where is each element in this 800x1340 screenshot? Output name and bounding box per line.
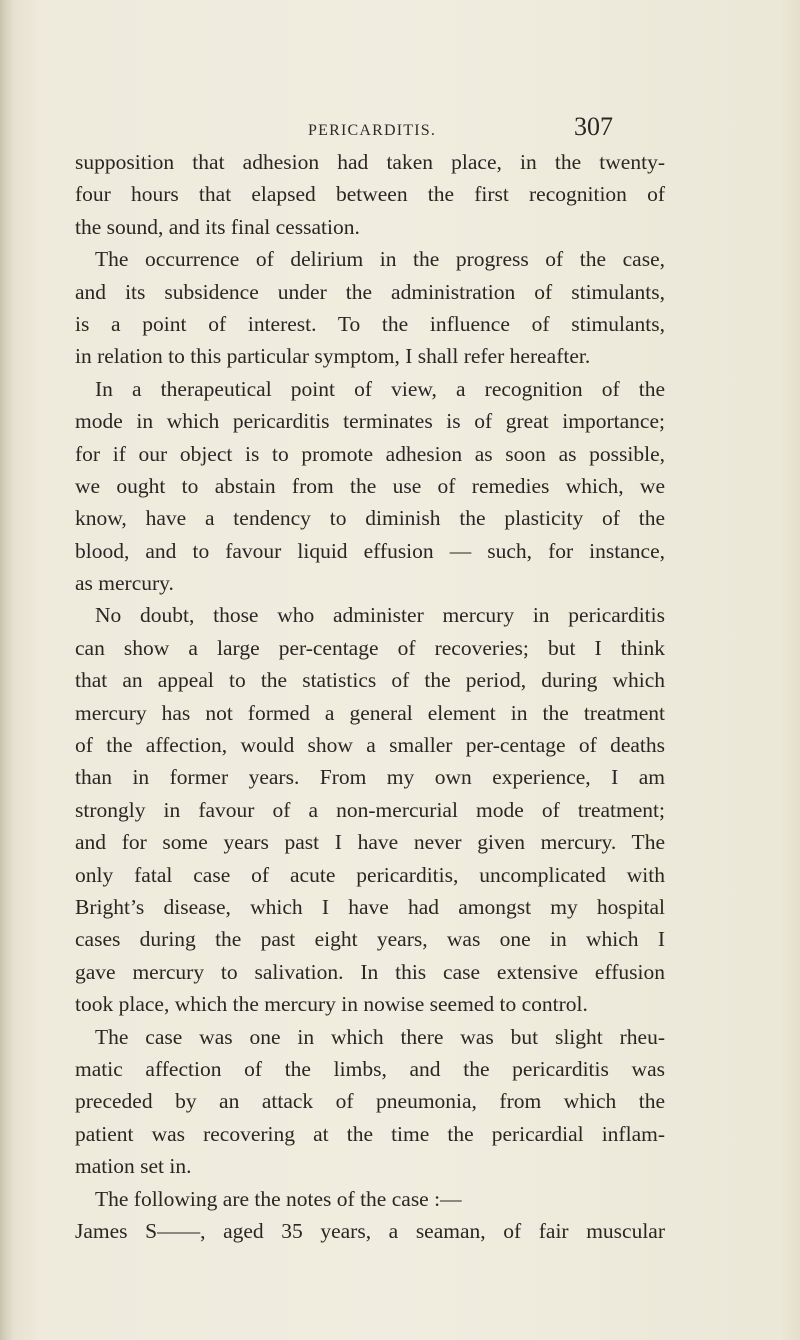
text-line: mercury has not formed a general element in the treatment <box>75 700 665 725</box>
text-line: supposition that adhesion had taken place, in the twenty- <box>75 150 665 174</box>
text-line: for if our object is to promote adhesion as soon as possible, <box>75 441 665 466</box>
text-line: The occurrence of delirium in the progress of the case, <box>95 247 665 272</box>
text-line: mation set in. <box>75 1154 192 1179</box>
text-line: that an appeal to the statistics of the period, during which <box>75 668 665 693</box>
text-line: know, have a tendency to diminish the plasticity of the <box>75 506 665 531</box>
text-line: James S——, aged 35 years, a seaman, of fair muscular <box>75 1218 665 1243</box>
body-text <box>75 146 665 1247</box>
running-head-title: PERICARDITIS. <box>308 122 437 139</box>
running-head <box>0 112 800 142</box>
text-line: and for some years past I have never given mercury. The <box>75 830 665 855</box>
text-line: as mercury. <box>75 571 174 596</box>
text-line: is a point of interest. To the influence of stimulants, <box>75 311 665 336</box>
text-line: and its subsidence under the administration of stimulants, <box>75 279 665 304</box>
text-line: can show a large per-centage of recoveries; but I think <box>75 635 665 660</box>
page-number: 307 <box>574 112 613 141</box>
page-binding-edge <box>0 0 14 1340</box>
text-line: four hours that elapsed between the first recognition of <box>75 182 665 207</box>
text-line: mode in which pericarditis terminates is of great importance; <box>75 409 665 434</box>
text-line: The case was one in which there was but slight rheu- <box>95 1024 665 1049</box>
text-line: matic affection of the limbs, and the pericarditis was <box>75 1056 665 1081</box>
text-line: than in former years. From my own experience, I am <box>75 765 665 790</box>
text-line: of the affection, would show a smaller per-centage of deaths <box>75 733 665 758</box>
text-line: The following are the notes of the case :— <box>95 1186 462 1211</box>
text-line: patient was recovering at the time the pericardial inflam- <box>75 1121 665 1146</box>
text-line: only fatal case of acute pericarditis, uncomplicated with <box>75 862 665 887</box>
text-line: In a therapeutical point of view, a recognition of the <box>95 376 665 401</box>
text-line: strongly in favour of a non-mercurial mode of treatment; <box>75 797 665 822</box>
text-line: blood, and to favour liquid effusion — such, for instance, <box>75 538 665 563</box>
text-line: the sound, and its final cessation. <box>75 214 360 239</box>
text-line: preceded by an attack of pneumonia, from which the <box>75 1089 665 1114</box>
text-line: took place, which the mercury in nowise seemed to control. <box>75 992 588 1017</box>
text-line: Bright’s disease, which I have had amongst my hospital <box>75 894 665 919</box>
text-line: we ought to abstain from the use of remedies which, we <box>75 473 665 498</box>
text-line: cases during the past eight years, was one in which I <box>75 927 665 952</box>
text-line: in relation to this particular symptom, I shall refer hereafter. <box>75 344 591 369</box>
text-line: gave mercury to salivation. In this case extensive effusion <box>75 959 665 984</box>
text-line: No doubt, those who administer mercury in pericarditis <box>95 603 665 628</box>
